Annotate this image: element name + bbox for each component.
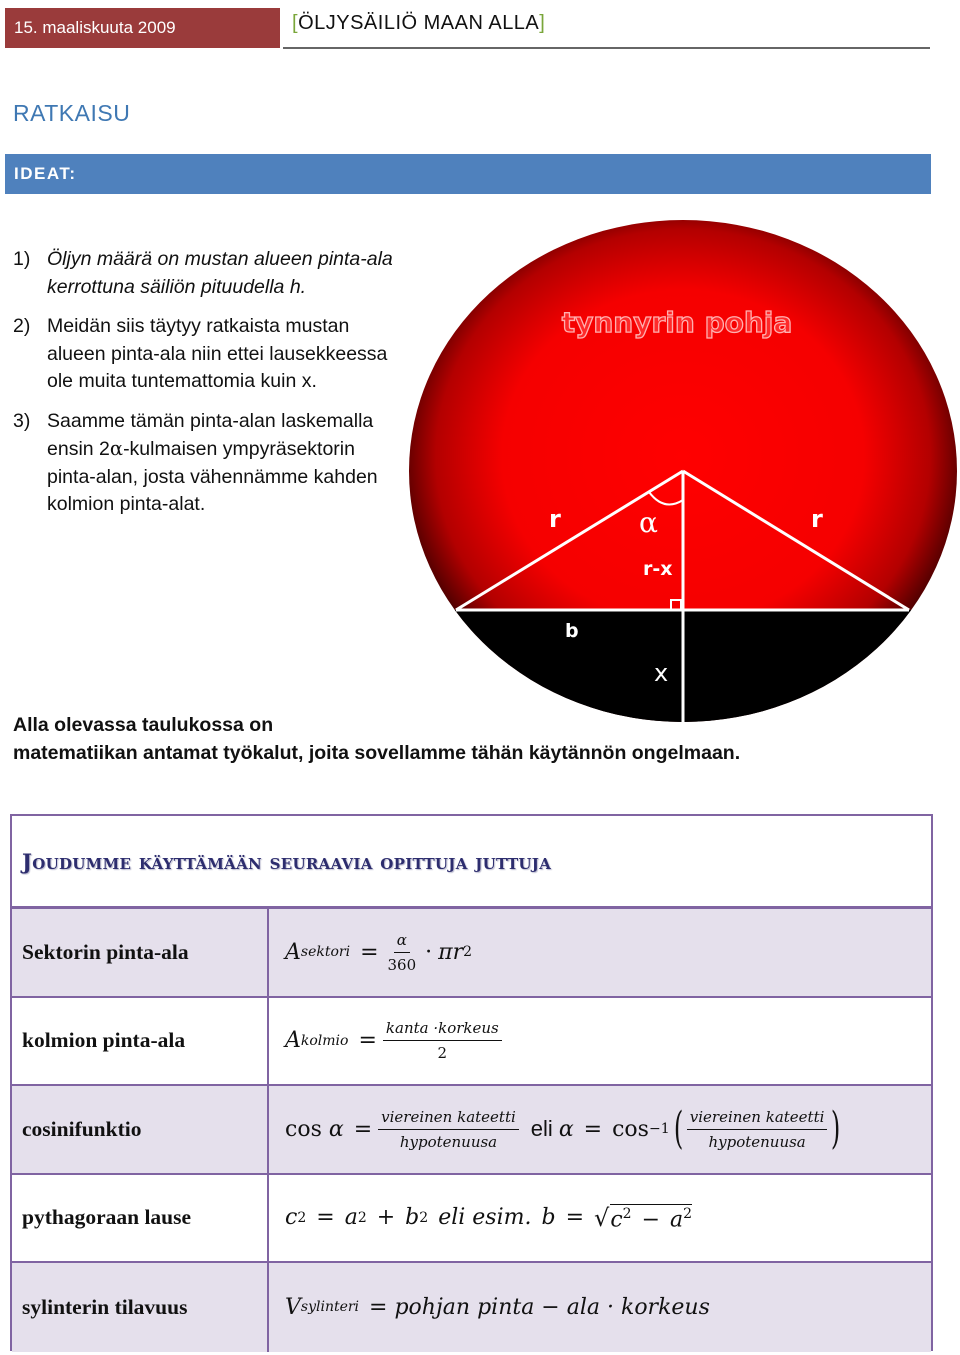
formula-function: cos [285,1116,322,1142]
fraction [383,1019,502,1062]
list-text-part: -kulmaisen ympyräsektorin pinta-alan, josta vähennämme kahden kolmion pinta-alat. [47,438,378,515]
list-text-part: Saamme tämän pinta-alan laskemalla ensin 2 [47,409,374,460]
list-item [13,408,408,519]
numerator: viereinen kateetti [687,1108,828,1130]
fraction [687,1108,828,1151]
square-root [594,1204,692,1232]
label-alpha: α [639,506,658,539]
list-number: 2) [13,315,31,337]
numerator: kanta ·korkeus [383,1019,502,1041]
row-label: sylinterin tilavuus [12,1263,269,1352]
intro-paragraph [13,712,740,767]
list-text: Öljyn määrä on mustan alueen pinta-ala kerrottuna säiliön pituudella h. [47,248,393,298]
header-title [292,12,545,35]
table-row [12,1175,931,1264]
row-label: pythagoraan lause [12,1175,269,1262]
formula-symbol: α [328,1116,344,1142]
list-item [13,313,408,396]
radicand [610,1204,692,1232]
title-text: ÖLJYSÄILIÖ MAAN ALLA [298,12,540,34]
row-label: cosinifunktio [12,1086,269,1173]
formula-exponent: 2 [419,1209,429,1226]
sector-area-formula [269,909,931,996]
ideas-heading: IDEAT: [14,164,77,183]
row-label: kolmion pinta-ala [12,998,269,1085]
paragraph-line: Alla olevassa taulukossa on [13,714,274,736]
formula-equals: = [316,1205,335,1231]
pythagoras-formula [269,1175,931,1262]
list-item [13,246,408,301]
numerator: α [394,931,410,953]
denominator: 2 [437,1044,448,1063]
formula-minus: − [641,1206,660,1232]
row-label: Sektorin pinta-ala [12,909,269,996]
table-row [12,1263,931,1352]
formula-term: πr [438,939,464,965]
label-r-right: r [811,505,823,533]
formula-symbol: a [670,1206,684,1232]
paren-close: ) [831,1103,841,1155]
title-bracket-close: ] [539,12,546,34]
denominator: hypotenuusa [399,1132,498,1151]
formula-symbol: c [285,1205,298,1231]
radical-sign: √ [594,1203,610,1232]
paragraph-line: matematiikan antamat työkalut, joita sovellamme tähän käytännön ongelmaan. [13,741,741,764]
barrel-diagram [409,220,959,725]
formula-equals: = [360,939,379,965]
formula-symbol: b [405,1205,420,1231]
denominator: 360 [387,955,417,974]
denominator: hypotenuusa [708,1132,806,1151]
formula-equals: = [358,1028,377,1054]
formula-equals: = [353,1116,373,1142]
list-text [47,408,408,519]
fraction [378,1108,519,1151]
formula-exponent: 2 [297,1209,307,1226]
label-r-left: r [549,505,561,533]
figure-title: tynnyrin pohja [561,306,793,339]
formula-equals: = [583,1116,603,1142]
formula-symbol: c [610,1206,623,1232]
formula-text: eli esim. [438,1205,532,1231]
formula-exponent: −1 [648,1121,670,1138]
formula-plus: + [376,1205,396,1231]
list-text: Meidän siis täytyy ratkaista mustan alueen pinta-ala niin ettei lausekkeessa ole muita tuntemattomia kuin x. [47,315,388,392]
formula-exponent: 2 [622,1205,632,1222]
formula-subscript: kolmio [300,1032,349,1049]
formula-symbol: α [558,1116,574,1142]
ideas-heading-bar [5,154,931,194]
cylinder-volume-formula [269,1263,931,1352]
fraction [385,931,420,974]
formula-exponent: 2 [357,1209,367,1226]
formula-exponent: 2 [683,1205,693,1222]
formula-symbol: b [541,1205,556,1231]
formula-subscript: sektori [300,944,351,961]
table-heading: Joudumme käyttämään seuraavia opittuja juttuja [22,849,552,874]
formula-symbol: V [285,1294,301,1320]
header-rule [283,47,930,49]
formula-table [10,814,933,1351]
formula-symbol: a [344,1205,358,1231]
title-bracket-open: [ [292,12,299,34]
formula-symbol: A [285,939,301,965]
cosine-formula [269,1086,931,1173]
header-date: 15. maaliskuuta 2009 [5,8,280,48]
table-row [12,998,931,1087]
paren-open: ( [673,1103,683,1155]
formula-symbol: A [285,1028,301,1054]
table-row [12,1086,931,1175]
formula-subscript: sylinteri [300,1299,360,1316]
numerator: viereinen kateetti [378,1108,519,1130]
formula-function: cos [612,1116,649,1142]
alpha-symbol: α [109,437,124,460]
label-b: b [565,620,579,642]
section-title: RATKAISU [13,100,131,126]
list-number: 1) [13,248,31,270]
formula-dot: · [425,939,433,965]
ideas-list [13,246,408,531]
table-row [12,909,931,998]
table-heading-row [12,816,931,909]
label-x: x [654,659,669,687]
formula-text: = pohjan pinta − ala · korkeus [369,1294,710,1320]
list-number: 3) [13,409,31,432]
formula-equals: = [565,1205,585,1231]
label-r-minus-x: r-x [643,558,673,580]
formula-exponent: 2 [463,944,473,961]
formula-word: eli [530,1116,553,1142]
triangle-area-formula [269,998,931,1085]
